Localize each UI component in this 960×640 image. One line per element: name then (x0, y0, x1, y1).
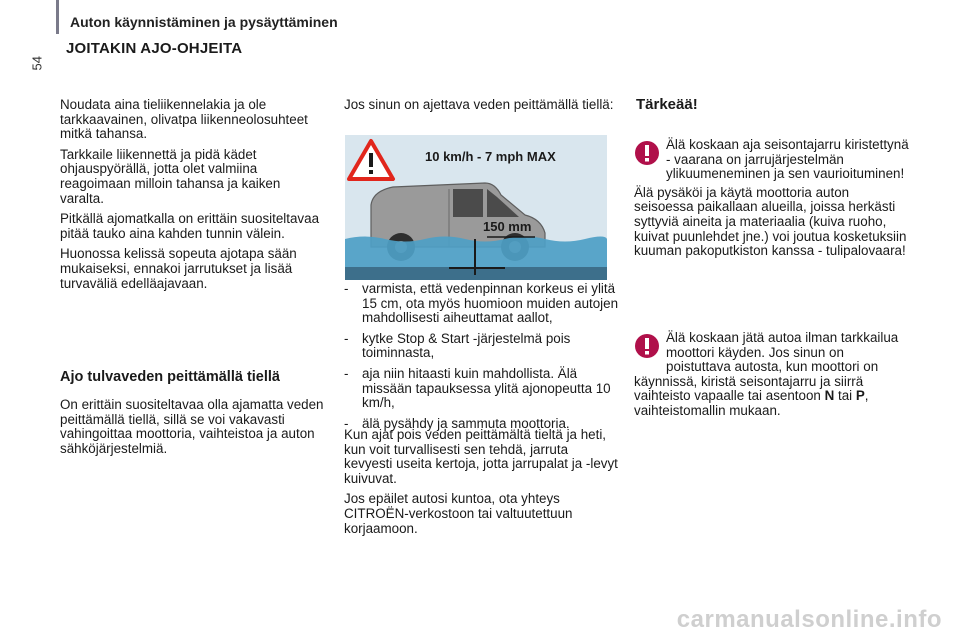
section-title: JOITAKIN AJO-OHJEITA (66, 40, 243, 57)
warning-box-1 (634, 138, 910, 263)
warning-box-2 (634, 331, 910, 423)
paragraph: Noudata aina tieliikennelakia ja ole tarkkaavainen, olivatpa liikenneolosuhteet mitkä tahansa. (60, 97, 308, 142)
watermark: carmanualsonline.info (676, 606, 942, 633)
list-item: - älä pysähdy ja sammuta moottoria. (344, 415, 570, 431)
after-flood-text (344, 428, 619, 542)
paragraph: Tarkkaile liikennettä ja pidä kädet ohjauspyörällä, jotta olet valmiina reagoimaan milloin tahansa ja kaiken varalta. (60, 146, 281, 206)
flood-body: On erittäin suositeltavaa olla ajamatta veden peittämällä tiellä, sillä se voi vakavasti vahingoittaa moottoria, vaihteistoa ja auton sähköjärjestelmiä. (60, 397, 324, 456)
page-number: 54 (29, 56, 45, 71)
list-item: - varmista, että vedenpinnan korkeus ei ylitä 15 cm, ota myös huomioon muiden autojen mahdollisesti aiheuttamat aallot, (344, 281, 619, 326)
flooded-road-illustration (345, 135, 607, 280)
flood-instructions-list (344, 282, 619, 437)
chapter-title: Auton käynnistäminen ja pysäyttäminen (70, 14, 338, 30)
important-heading: Tärkeää! (636, 96, 698, 113)
paragraph: Huonossa kelissä sopeuta ajotapa sään mukaiseksi, ennakoi jarrutukset ja lisää turvaväliä edelläajavaan. (60, 246, 297, 291)
driving-tips-column (60, 98, 325, 297)
exclamation-warning-icon (634, 140, 660, 166)
header-accent-bar (56, 0, 59, 34)
list-item: - aja niin hitaasti kuin mahdollista. Älä missään tapauksessa ylitä ajonopeutta 10 km/h, (344, 365, 611, 411)
speed-limit-label: 10 km/h - 7 mph MAX (425, 149, 556, 164)
list-item: - kytke Stop & Start -järjestelmä pois toiminnasta, (344, 330, 571, 361)
paragraph: Jos epäilet autosi kuntoa, ota yhteys CITROËN-verkostoon tai valtuutettuun korjaamoon. (344, 491, 573, 536)
paragraph: Kun ajat pois veden peittämältä tieltä ja heti, kun voit turvallisesti sen tehdä, jarruta kevyesti useita kertoja, jotta jarrupalat ja -levyt kuivuvat. (344, 427, 618, 486)
paragraph: Älä koskaan aja seisontajarru kiristettynä - vaarana on jarrujärjestelmän ylikuumeneminen ja sen vaurioituminen! (666, 137, 909, 182)
flood-heading: Ajo tulvaveden peittämällä tiellä (60, 369, 280, 385)
exclamation-warning-icon (634, 333, 660, 359)
depth-label: 150 mm (483, 219, 532, 234)
paragraph: Pitkällä ajomatkalla on erittäin suositeltavaa pitää tauko aina kahden tunnin välein. (60, 211, 320, 241)
paragraph: Älä pysäköi ja käytä moottoria auton seisoessa paikallaan alueilla, joissa herkästi syttyviä aineita ja materiaalia (kuiva ruoho, kuivat puunlehdet jne.) voi joutua kosketuksiin kuuman pakoputkiston kanssa - tulipalovaara! (634, 184, 907, 259)
flood-intro (344, 98, 619, 119)
paragraph: Älä koskaan jätä autoa ilman tarkkailua moottori käyden. Jos sinun on poistuttava autosta, kun moottori on käynnissä, kiristä seisontajarru ja siirrä vaihteisto vapaalle tai asentoon N tai P, vaihteistomallin mukaan. (634, 330, 899, 418)
paragraph: Jos sinun on ajettava veden peittämällä tiellä: (344, 97, 614, 112)
